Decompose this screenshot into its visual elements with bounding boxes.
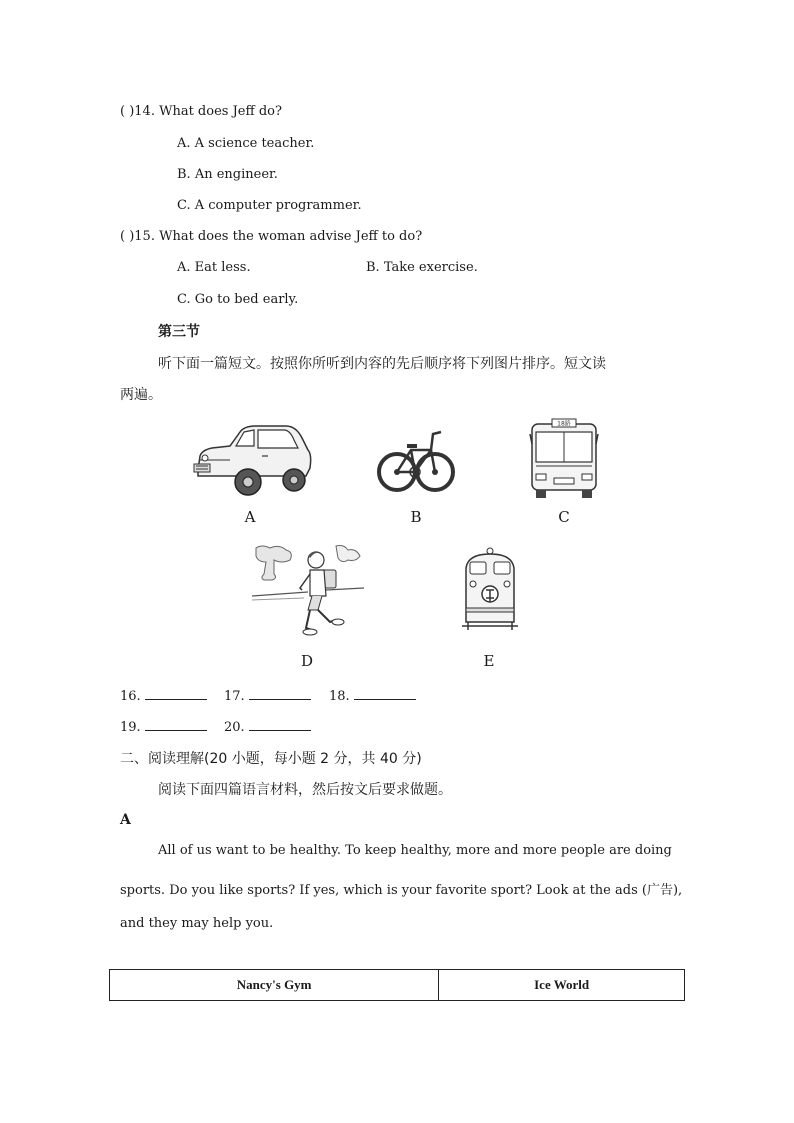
option-c: C. Go to bed early.: [177, 292, 299, 307]
option-c: C. A computer programmer.: [177, 198, 362, 213]
train-icon: [460, 546, 520, 632]
question-stem: 14. What does Jeff do?: [134, 104, 282, 119]
table-header-nancys-gym: Nancy's Gym: [110, 970, 439, 1001]
table-row: [110, 970, 685, 1001]
answer-blank-18[interactable]: 18.: [329, 687, 416, 704]
car-icon: [190, 420, 315, 500]
passage-line-2: sports. Do you like sports? If yes, which is your favorite sport? Look at the ads (广告),: [120, 883, 683, 898]
bicycle-icon: [377, 420, 457, 500]
table-header-ice-world: Ice World: [439, 970, 685, 1001]
answer-blank-16[interactable]: 16.: [120, 687, 207, 704]
picture-label-c: C: [558, 508, 570, 526]
ads-table: [109, 969, 685, 1001]
picture-label-d: D: [300, 652, 314, 670]
option-b: B. An engineer.: [177, 167, 278, 182]
picture-label-a: A: [244, 508, 256, 526]
answer-paren: ( ): [120, 229, 135, 244]
option-a: A. Eat less.: [177, 260, 251, 275]
walking-boy-icon: [252, 544, 364, 644]
section-instruction-line2: 两遍。: [120, 387, 162, 403]
passage-line-1: All of us want to be healthy. To keep healthy, more and more people are doing: [158, 843, 672, 858]
answer-paren: ( ): [120, 104, 135, 119]
option-b: B. Take exercise.: [366, 260, 478, 275]
question-15: [120, 229, 422, 244]
part-instruction: 阅读下面四篇语言材料，然后按文后要求做题。: [158, 782, 452, 798]
part-heading: 二、阅读理解(20 小题，每小题 2 分，共 40 分): [120, 751, 422, 767]
question-14: [120, 104, 282, 119]
bus-icon: [528, 418, 600, 500]
answer-blank-17[interactable]: 17.: [224, 687, 311, 704]
answer-blank-19[interactable]: 19.: [120, 718, 207, 735]
section-title: 第三节: [158, 324, 200, 340]
svg-text:18路: 18路: [557, 420, 571, 428]
answer-blank-20[interactable]: 20.: [224, 718, 311, 735]
passage-line-3: and they may help you.: [120, 916, 274, 931]
option-a: A. A science teacher.: [177, 136, 315, 151]
picture-label-b: B: [410, 508, 422, 526]
passage-label: A: [120, 812, 131, 828]
question-stem: 15. What does the woman advise Jeff to do?: [134, 229, 423, 244]
picture-label-e: E: [483, 652, 495, 670]
section-instruction-line1: 听下面一篇短文。按照你所听到内容的先后顺序将下列图片排序。短文读: [158, 356, 606, 372]
